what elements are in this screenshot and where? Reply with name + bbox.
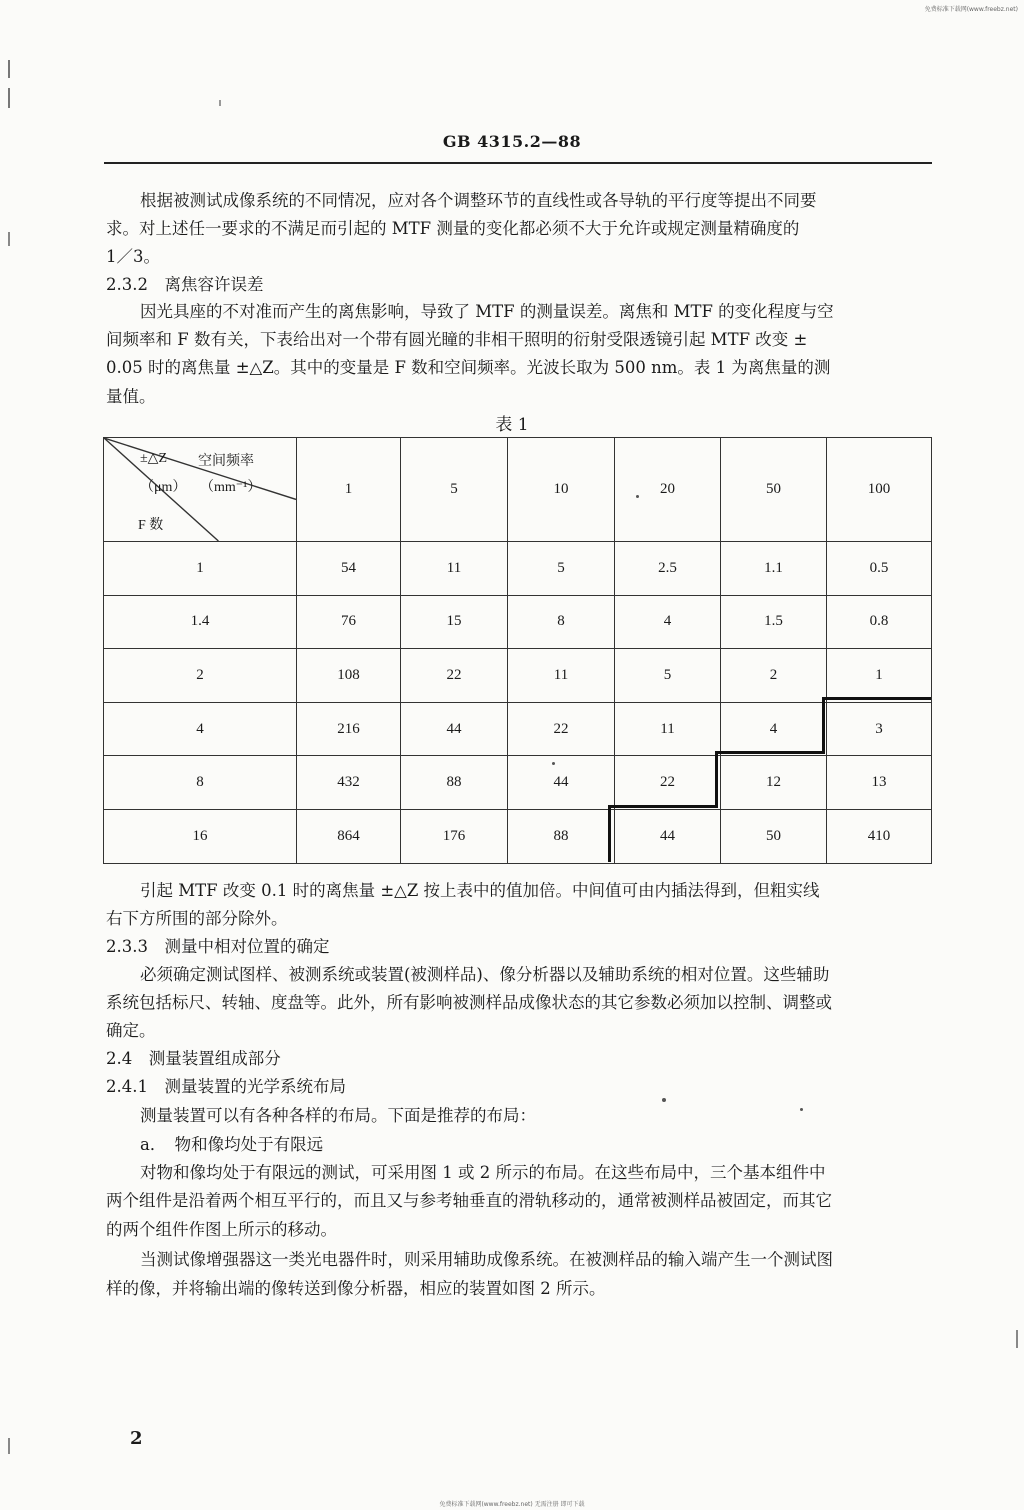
table-cell: 76 — [297, 595, 401, 649]
watermark-top: 免费标准下载网(www.freebz.net) — [924, 6, 1018, 13]
table-cell: 1.5 — [721, 595, 827, 649]
para2-line4: 量值。 — [106, 387, 156, 406]
table-cell: 15 — [401, 595, 508, 649]
section-2-3-3-heading: 2.3.3 测量中相对位置的确定 — [106, 937, 330, 956]
table-cell: 88 — [508, 809, 615, 863]
section-2-3-2-heading: 2.3.2 离焦容许误差 — [106, 275, 264, 294]
table-cell: 1.1 — [721, 542, 827, 596]
staircase-bold-line — [609, 805, 718, 808]
column-header: 5 — [401, 438, 508, 542]
table-cell: 410 — [827, 809, 932, 863]
table-row — [104, 595, 932, 649]
row-f-number: 16 — [104, 809, 297, 863]
table-row — [104, 809, 932, 863]
para3-line2: 右下方所围的部分除外。 — [106, 909, 288, 928]
header-rule — [104, 162, 932, 164]
staircase-bold-line — [608, 805, 611, 862]
table-cell: 108 — [297, 649, 401, 703]
header-delta-z-label: ±△Z — [140, 451, 168, 466]
table-cell: 4 — [615, 595, 721, 649]
table-cell: 50 — [721, 809, 827, 863]
staircase-bold-line — [822, 697, 825, 752]
table-corner-header — [104, 438, 297, 542]
section-2-4-heading: 2.4 测量装置组成部分 — [106, 1049, 281, 1068]
table-cell: 88 — [401, 756, 508, 810]
staircase-bold-line — [715, 751, 718, 807]
column-header: 1 — [297, 438, 401, 542]
table-cell: 11 — [401, 542, 508, 596]
table-cell: 4 — [721, 702, 827, 756]
table-cell: 22 — [615, 756, 721, 810]
para4-line2: 系统包括标尺、转轴、度盘等。此外，所有影响被测样品成像状态的其它参数必须加以控制、调整或 — [106, 993, 832, 1012]
watermark-bottom: 免费标准下载网(www.freebz.net) 无需注册 即可下载 — [439, 1501, 585, 1508]
table-row — [104, 542, 932, 596]
row-f-number: 2 — [104, 649, 297, 703]
table-cell: 0.5 — [827, 542, 932, 596]
para1-line1: 根据被测试成像系统的不同情况，应对各个调整环节的直线性或各导轨的平行度等提出不同要 — [140, 191, 817, 210]
para3-line1: 引起 MTF 改变 0.1 时的离焦量 ±△Z 按上表中的值加倍。中间值可由内插法得到，但粗实线 — [140, 881, 820, 900]
page-header: GB 4315.2—88 — [442, 132, 582, 151]
staircase-bold-line — [716, 751, 825, 754]
table-cell: 22 — [508, 702, 615, 756]
table-cell: 11 — [508, 649, 615, 703]
header-freq-unit: （mm⁻¹） — [200, 480, 262, 495]
para6-line2: 两个组件是沿着两个相互平行的，而且又与参考轴垂直的滑轨移动的，通常被测样品被固定，而其它 — [106, 1191, 832, 1210]
table-cell: 216 — [297, 702, 401, 756]
table-cell: 0.8 — [827, 595, 932, 649]
header-spatial-freq-label: 空间频率 — [198, 454, 254, 469]
table-cell: 1 — [827, 649, 932, 703]
header-um-unit: （μm） — [140, 480, 187, 495]
table-header-row — [104, 438, 932, 542]
column-header: 50 — [721, 438, 827, 542]
table-cell: 44 — [401, 702, 508, 756]
column-header: 100 — [827, 438, 932, 542]
para6-line1: 对物和像均处于有限远的测试，可采用图 1 或 2 所示的布局。在这些布局中，三个基本组件中 — [140, 1163, 826, 1182]
para1-line2: 求。对上述任一要求的不满足而引起的 MTF 测量的变化都必须不大于允许或规定测量精确度的 — [106, 219, 800, 238]
para6-line3: 的两个组件作图上所示的移动。 — [106, 1220, 337, 1239]
table-cell: 44 — [615, 809, 721, 863]
table-cell: 54 — [297, 542, 401, 596]
table-cell: 2.5 — [615, 542, 721, 596]
table-row — [104, 702, 932, 756]
column-header: 10 — [508, 438, 615, 542]
para4-line1: 必须确定测试图样、被测系统或装置(被测样品)、像分析器以及辅助系统的相对位置。这些辅助 — [140, 965, 830, 984]
table-cell: 176 — [401, 809, 508, 863]
row-f-number: 8 — [104, 756, 297, 810]
row-f-number: 1 — [104, 542, 297, 596]
row-f-number: 1.4 — [104, 595, 297, 649]
defocus-table — [103, 437, 932, 864]
table-cell: 8 — [508, 595, 615, 649]
table-cell: 5 — [508, 542, 615, 596]
page-number: 2 — [130, 1428, 143, 1449]
para2-line1: 因光具座的不对准而产生的离焦影响，导致了 MTF 的测量误差。离焦和 MTF 的变化程度与空 — [140, 302, 834, 321]
para2-line3: 0.05 时的离焦量 ±△Z。其中的变量是 F 数和空间频率。光波长取为 500 nm。表 1 为离焦量的测 — [106, 358, 831, 377]
table-row — [104, 649, 932, 703]
list-item-a: a． 物和像均处于有限远 — [140, 1135, 324, 1154]
para2-line2: 间频率和 F 数有关，下表给出对一个带有圆光瞳的非相干照明的衍射受限透镜引起 MTF 改变 ± — [106, 330, 808, 349]
table-caption: 表 1 — [495, 415, 529, 435]
staircase-bold-line — [823, 697, 931, 700]
table-cell: 44 — [508, 756, 615, 810]
table-cell: 5 — [615, 649, 721, 703]
row-f-number: 4 — [104, 702, 297, 756]
para1-line3: 1／3。 — [106, 247, 160, 266]
table-cell: 3 — [827, 702, 932, 756]
para7-line1: 当测试像增强器这一类光电器件时，则采用辅助成像系统。在被测样品的输入端产生一个测试图 — [140, 1250, 833, 1269]
table-cell: 11 — [615, 702, 721, 756]
section-2-4-1-heading: 2.4.1 测量装置的光学系统布局 — [106, 1077, 346, 1096]
table-row — [104, 756, 932, 810]
table-cell: 13 — [827, 756, 932, 810]
table-cell: 432 — [297, 756, 401, 810]
column-header: 20 — [615, 438, 721, 542]
table-cell: 2 — [721, 649, 827, 703]
header-f-number-label: F 数 — [138, 518, 164, 533]
table-cell: 864 — [297, 809, 401, 863]
table-cell: 12 — [721, 756, 827, 810]
para5: 测量装置可以有各种各样的布局。下面是推荐的布局： — [140, 1106, 536, 1125]
para7-line2: 样的像，并将输出端的像转送到像分析器，相应的装置如图 2 所示。 — [106, 1279, 606, 1298]
table-cell: 22 — [401, 649, 508, 703]
para4-line3: 确定。 — [106, 1021, 156, 1040]
